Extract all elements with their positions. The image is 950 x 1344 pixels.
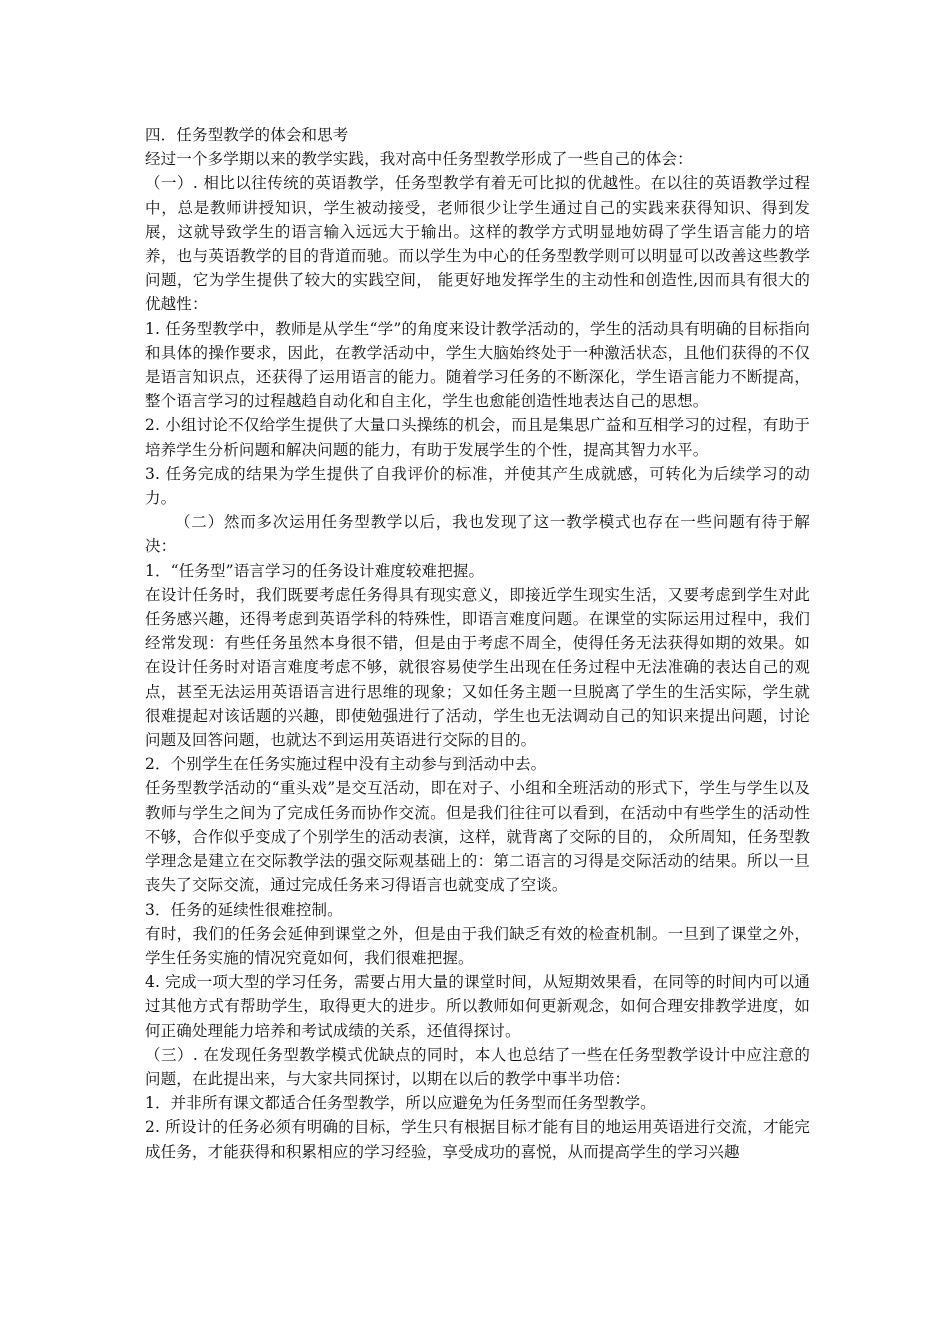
part-one-paragraph: （一）. 相比以往传统的英语教学，任务型教学有着无可比拟的优越性。在以往的英语教学过程中，总是教师讲授知识，学生被动接受，老师很少让学生通过自己的实践来获得知识、得到发展，这就导致学生的语言输入远远大于输出。这样的教学方式明显地妨碍了学生语言能力的培养，也与英语教学的目的背道而驰。而以学生为中心的任务型教学则可以明显可以改善这些教学问题，它为学生提供了较大的实践空间， 能更好地发挥学生的主动性和创造性,因而具有很大的优越性： xyxy=(145,174,810,314)
problem-heading-1: 1．“任务型”语言学习的任务设计难度较难把握。 xyxy=(145,561,485,580)
document-page xyxy=(145,123,810,1164)
problem-item-4: 4. 完成一项大型的学习任务，需要占用大量的课堂时间，从短期效果看，在同等的时间内可以通过其他方式有帮助学生，取得更大的进步。所以教师如何更新观念，如何合理安排教学进度，如何正确处理能力培养和考试成绩的关系，还值得探讨。 xyxy=(145,973,810,1040)
problem-body-1: 在设计任务时，我们既要考虑任务得具有现实意义，即接近学生现实生活，又要考虑到学生对此任务感兴趣，还得考虑到英语学科的特殊性，即语言难度问题。在课堂的实际运用过程中，我们经常发现：有些任务虽然本身很不错，但是由于考虑不周全，使得任务无法获得如期的效果。如在设计任务时对语言难度考虑不够，就很容易使学生出现在任务过程中无法准确的表达自己的观点，甚至无法运用英语语言进行思维的现象；又如任务主题一旦脱离了学生的生活实际，学生就很难提起对该话题的兴趣，即使勉强进行了活动，学生也无法调动自己的知识来提出问题，讨论问题及回答问题，也就达不到运用英语进行交际的目的。 xyxy=(145,585,810,750)
advantage-item-2: 2. 小组讨论不仅给学生提供了大量口头操练的机会，而且是集思广益和互相学习的过程，有助于培养学生分析问题和解决问题的能力，有助于发展学生的个性，提高其智力水平。 xyxy=(145,416,810,459)
part-three-paragraph: （三）. 在发现任务型教学模式优缺点的同时，本人也总结了一些在任务型教学设计中应注意的问题，在此提出来，与大家共同探讨，以期在以后的教学中事半功倍： xyxy=(145,1045,810,1088)
problem-body-2: 任务型教学活动的“重头戏”是交互活动，即在对子、小组和全班活动的形式下，学生与学生以及教师与学生之间为了完成任务而协作交流。但是我们往往可以看到，在活动中有些学生的活动性不够，合作似乎变成了个别学生的活动表演，这样，就背离了交际的目的， 众所周知，任务型教学理念是建立在交际教学法的强交际观基础上的：第二语言的习得是交际活动的结果。所以一旦丧失了交际交流，通过完成任务来习得语言也就变成了空谈。 xyxy=(145,779,810,895)
section-heading: 四．任务型教学的体会和思考 xyxy=(145,126,349,144)
suggestion-item-1: 1．并非所有课文都适合任务型教学，所以应避免为任务型而任务型教学。 xyxy=(145,1094,656,1113)
problem-body-3: 有时，我们的任务会延伸到课堂之外，但是由于我们缺乏有效的检查机制。一旦到了课堂之外，学生任务实施的情况究竟如何，我们很难把握。 xyxy=(145,924,810,967)
suggestion-item-2: 2. 所设计的任务必须有明确的目标，学生只有根据目标才能有目的地运用英语进行交流，才能完成任务，才能获得和积累相应的学习经验，享受成功的喜悦，从而提高学生的学习兴趣 xyxy=(145,1118,810,1161)
problem-heading-3: 3．任务的延续性很难控制。 xyxy=(145,900,343,919)
advantage-item-3: 3. 任务完成的结果为学生提供了自我评价的标准，并使其产生成就感，可转化为后续学习的动力。 xyxy=(145,464,810,508)
problem-heading-2: 2．个别学生在任务实施过程中没有主动参与到活动中去。 xyxy=(145,755,547,774)
intro-paragraph: 经过一个多学期以来的教学实践，我对高中任务型教学形成了一些自己的体会： xyxy=(145,150,693,169)
advantage-item-1: 1. 任务型教学中，教师是从学生“学”的角度来设计教学活动的，学生的活动具有明确的目标指向和具体的操作要求，因此，在教学活动中，学生大脑始终处于一种激活状态，且他们获得的不仅是语言知识点，还获得了运用语言的能力。随着学习任务的不断深化，学生语言能力不断提高，整个语言学习的过程越趋自动化和自主化，学生也愈能创造性地表达自己的思想。 xyxy=(145,319,810,411)
part-two-paragraph: （二）然而多次运用任务型教学以后，我也发现了这一教学模式也存在一些问题有待于解决： xyxy=(145,513,810,556)
